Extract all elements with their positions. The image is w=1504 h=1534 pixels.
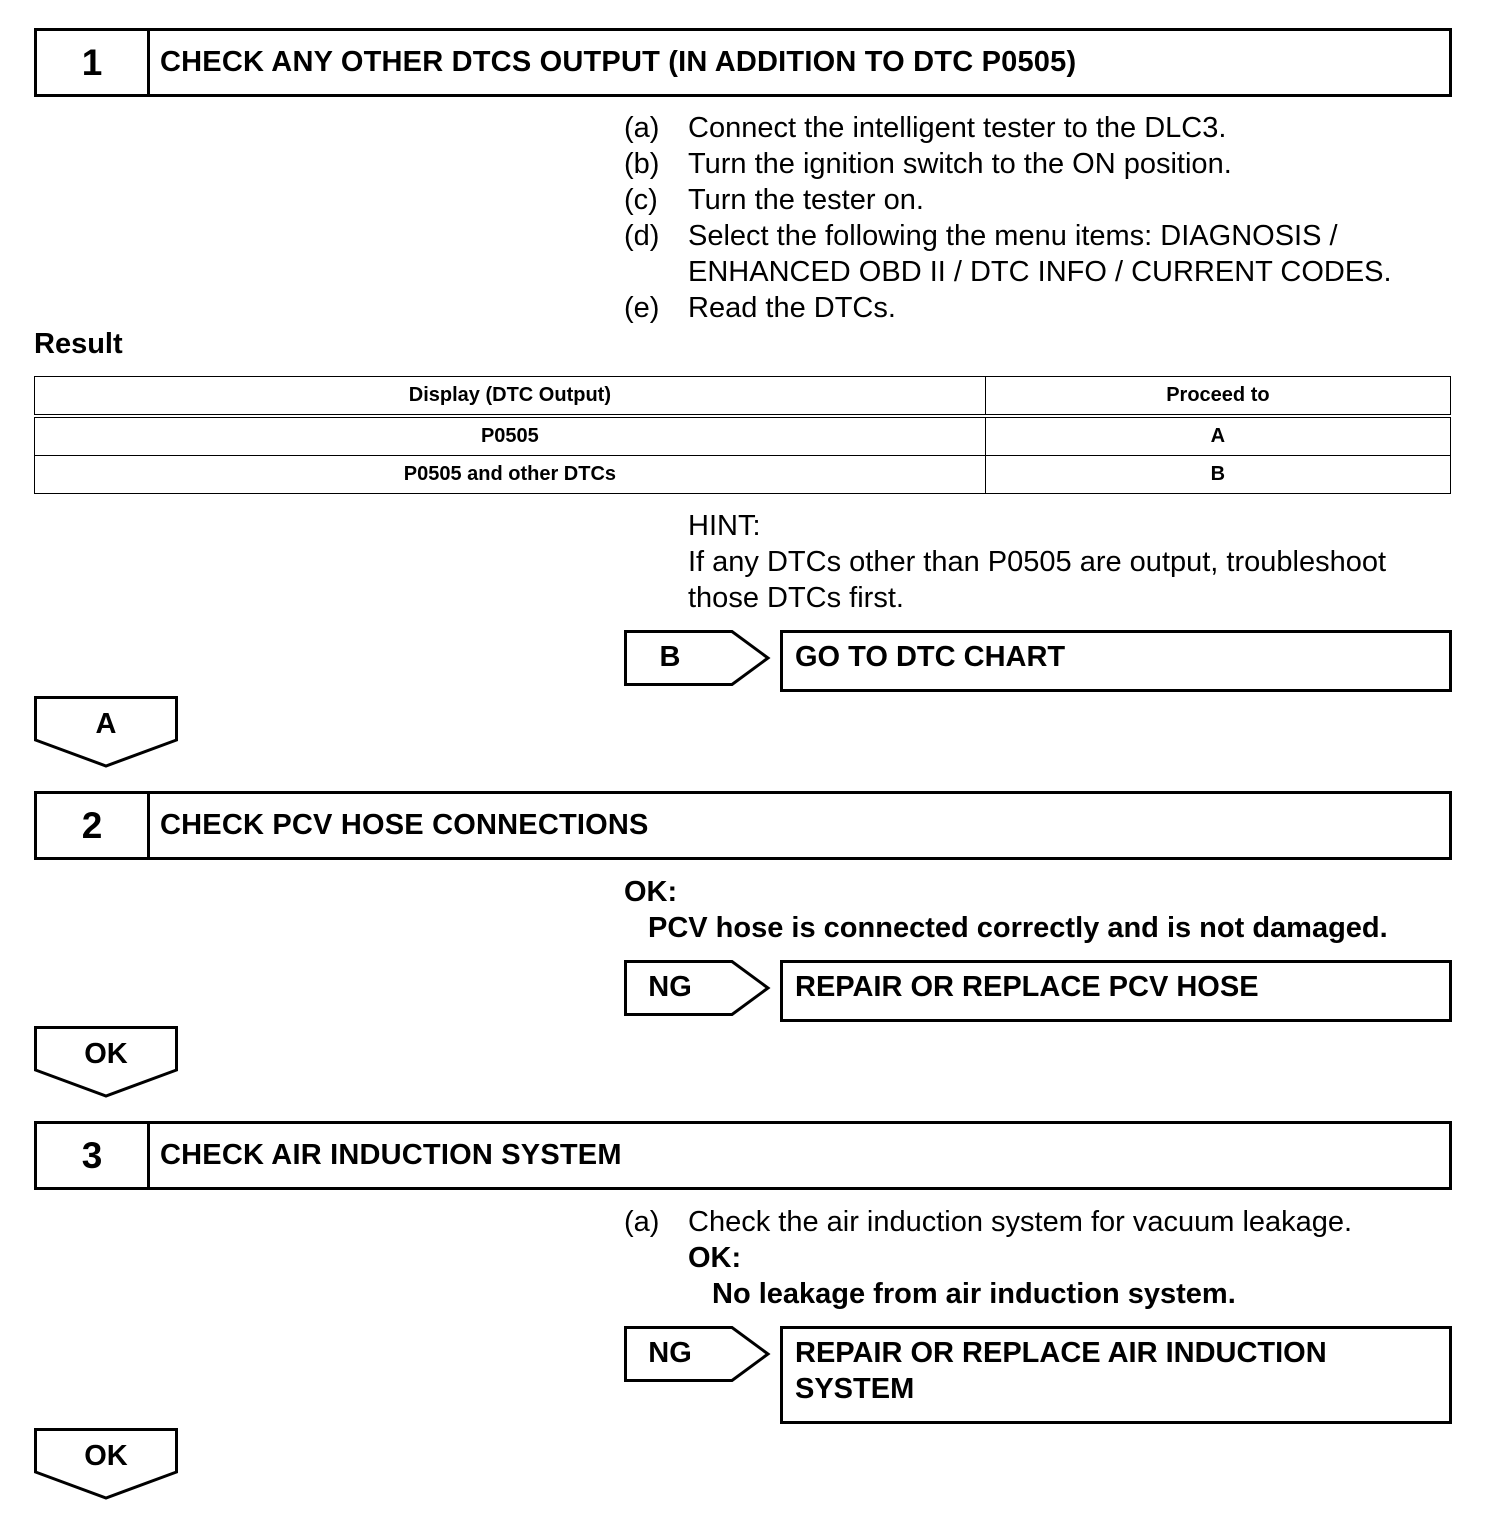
result-label: Result bbox=[34, 328, 123, 360]
instruction-text: Read the DTCs. bbox=[688, 292, 896, 324]
step-number: 3 bbox=[37, 1124, 150, 1187]
branch-label: B bbox=[659, 640, 681, 673]
branch-target: REPAIR OR REPLACE PCV HOSE bbox=[795, 971, 1259, 1003]
repair-air-induction-box bbox=[780, 1326, 1452, 1424]
continue-a-arrow bbox=[34, 696, 178, 768]
instruction-text: Connect the intelligent tester to the DLC3. bbox=[688, 112, 1227, 144]
hint-text: If any DTCs other than P0505 are output, troubleshoot those DTCs first. bbox=[688, 546, 1387, 614]
step-title: CHECK AIR INDUCTION SYSTEM bbox=[160, 1139, 622, 1171]
step-title: CHECK PCV HOSE CONNECTIONS bbox=[160, 809, 649, 841]
column-header: Proceed to bbox=[985, 377, 1450, 417]
ok-criteria bbox=[624, 874, 1388, 946]
branch-ng-arrow bbox=[624, 960, 772, 1016]
instruction-label: (e) bbox=[624, 292, 660, 324]
instruction-label: (b) bbox=[624, 148, 660, 180]
ok-text: No leakage from air induction system. bbox=[712, 1278, 1236, 1310]
hint-block bbox=[688, 508, 1448, 616]
instruction-row bbox=[624, 110, 1448, 146]
instruction-row bbox=[624, 290, 1448, 326]
continue-label: OK bbox=[84, 1037, 128, 1070]
instruction-text: Turn the ignition switch to the ON position. bbox=[688, 148, 1232, 180]
step-number: 2 bbox=[37, 794, 150, 857]
repair-pcv-hose-box bbox=[780, 960, 1452, 1022]
table-cell: P0505 bbox=[35, 416, 986, 456]
instruction-text: Select the following the menu items: DIAGNOSIS / ENHANCED OBD II / DTC INFO / CURRENT CODES. bbox=[688, 220, 1392, 288]
ok-label: OK: bbox=[688, 1242, 742, 1274]
continue-ok-arrow bbox=[34, 1026, 178, 1098]
ok-label: OK: bbox=[624, 876, 678, 908]
table-cell: B bbox=[985, 456, 1450, 494]
step-2-header bbox=[34, 791, 1452, 860]
branch-label: NG bbox=[648, 970, 692, 1003]
instruction-row bbox=[624, 218, 1448, 290]
instruction-text: Turn the tester on. bbox=[688, 184, 924, 216]
branch-target: GO TO DTC CHART bbox=[795, 641, 1066, 673]
branch-label: NG bbox=[648, 1336, 692, 1369]
step-1-header bbox=[34, 28, 1452, 97]
go-to-dtc-chart-box bbox=[780, 630, 1452, 692]
table-row bbox=[35, 416, 1451, 456]
step-1-instructions bbox=[624, 110, 1448, 326]
instruction-row bbox=[624, 1204, 1448, 1240]
hint-label: HINT: bbox=[688, 510, 761, 542]
ok-criteria bbox=[688, 1240, 1236, 1312]
table-cell: A bbox=[985, 416, 1450, 456]
result-table bbox=[34, 376, 1451, 494]
branch-target: REPAIR OR REPLACE AIR INDUCTION SYSTEM bbox=[795, 1337, 1327, 1405]
step-3-header bbox=[34, 1121, 1452, 1190]
table-header-row bbox=[35, 377, 1451, 417]
column-header: Display (DTC Output) bbox=[35, 377, 986, 417]
continue-label: OK bbox=[84, 1439, 128, 1472]
ok-text: PCV hose is connected correctly and is not damaged. bbox=[648, 912, 1388, 944]
instruction-row bbox=[624, 146, 1448, 182]
instruction-text: Check the air induction system for vacuum leakage. bbox=[688, 1206, 1353, 1238]
instruction-label: (d) bbox=[624, 220, 660, 252]
step-3-instructions bbox=[624, 1204, 1448, 1240]
instruction-label: (a) bbox=[624, 112, 660, 144]
step-number: 1 bbox=[37, 31, 150, 94]
table-cell: P0505 and other DTCs bbox=[35, 456, 986, 494]
continue-ok-arrow bbox=[34, 1428, 178, 1500]
branch-ng-arrow bbox=[624, 1326, 772, 1382]
instruction-row bbox=[624, 182, 1448, 218]
continue-label: A bbox=[95, 707, 117, 740]
step-title: CHECK ANY OTHER DTCS OUTPUT (IN ADDITION TO DTC P0505) bbox=[160, 46, 1077, 78]
branch-b-arrow bbox=[624, 630, 772, 686]
instruction-label: (a) bbox=[624, 1206, 660, 1238]
table-row bbox=[35, 456, 1451, 494]
instruction-label: (c) bbox=[624, 184, 658, 216]
